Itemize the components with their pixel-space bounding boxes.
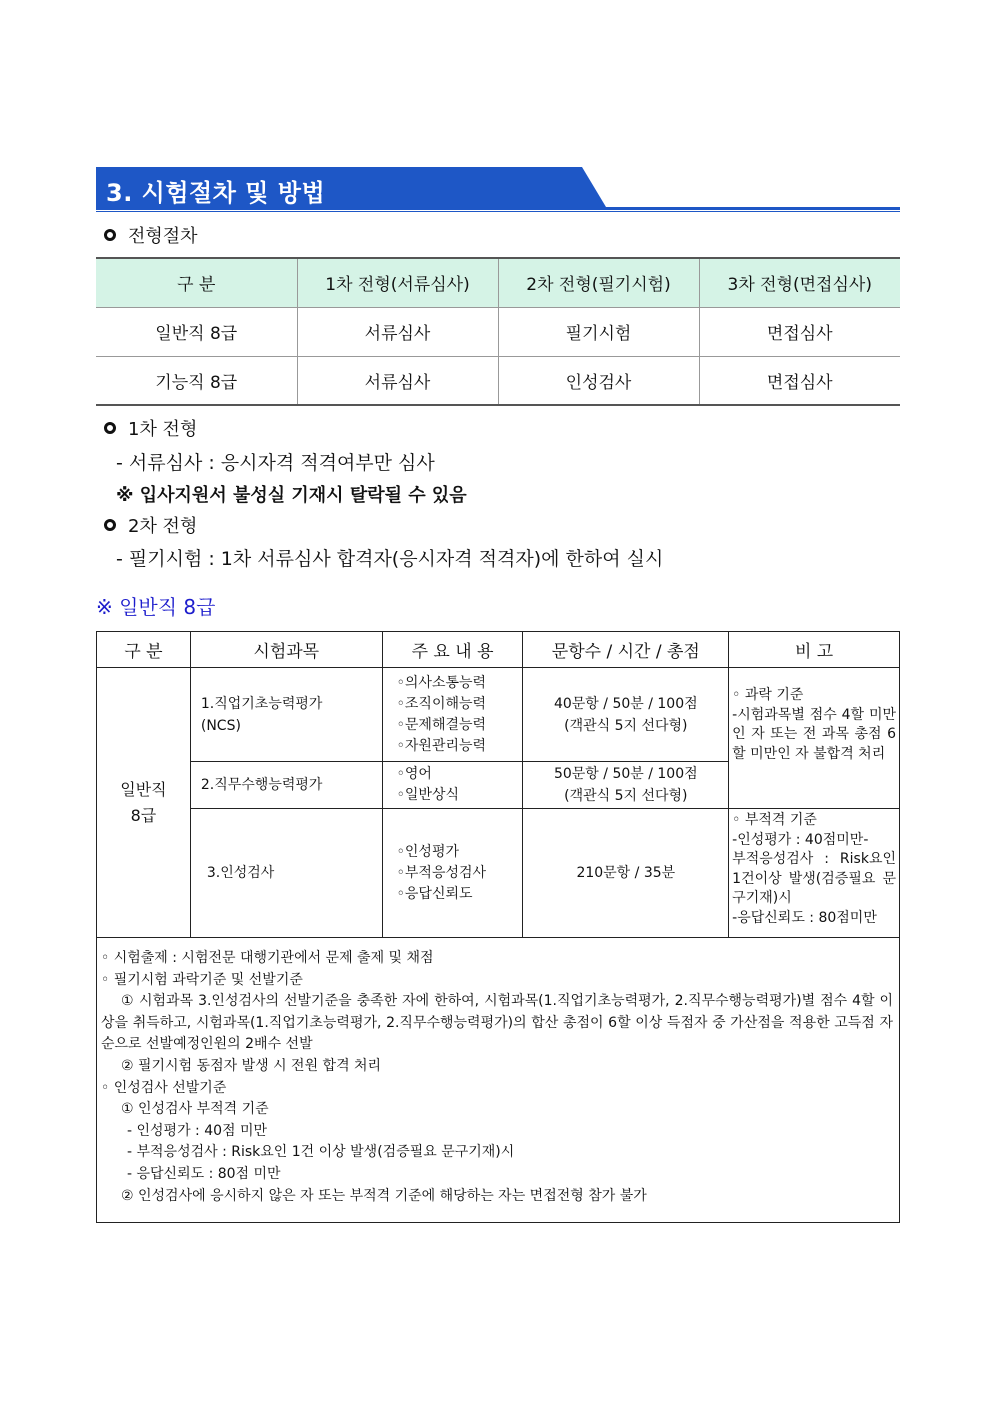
count-cell <box>523 762 729 809</box>
content-item: ◦영어 <box>396 766 432 782</box>
table-cell: 면접심사 <box>699 356 900 405</box>
group-label: 일반직 <box>120 779 167 799</box>
header-cell: 시험과목 <box>190 632 382 668</box>
subject-name: 1.직업기초능력평가 <box>200 695 323 712</box>
count-text: 40문항 / 50분 / 100점 <box>553 695 698 712</box>
group-label: 8급 <box>130 805 157 825</box>
note-text: 부적응성검사 : Risk요인 1건이상 발생(검증필요 문구기재)시 <box>732 851 896 906</box>
table-row <box>97 809 900 938</box>
content-item: ◦일반상식 <box>396 787 459 803</box>
count-text: 210문항 / 35분 <box>576 865 676 881</box>
stage2-heading <box>104 512 197 538</box>
circle-bullet-icon <box>104 519 116 531</box>
count-text: 50문항 / 50분 / 100점 <box>553 766 698 782</box>
contents-cell <box>382 762 523 809</box>
stage1-heading <box>104 415 197 441</box>
content-item: ◦자원관리능력 <box>396 737 487 754</box>
note-text: -시험과목별 점수 4할 미만인 자 또는 전 과목 총점 6할 미만인 자 불합격 처리 <box>732 706 896 762</box>
table-cell: 서류심사 <box>297 356 498 405</box>
contents-cell <box>382 809 523 938</box>
content-item: ◦부적응성검사 <box>396 864 487 881</box>
note-line: - 응답신뢰도 : 80점 미만 <box>127 1165 281 1182</box>
subject-cell <box>190 809 382 938</box>
stage1-warning: ※ 입사지원서 불성실 기재시 탈락될 수 있음 <box>116 485 467 506</box>
stage1-description: - 서류심사 : 응시자격 적격여부만 심사 <box>116 452 435 474</box>
note-line: ◦ 필기시험 과락기준 및 선발기준 <box>101 971 303 988</box>
content-item: ◦인성평가 <box>396 843 459 860</box>
procedure-heading-text: 전형절차 <box>128 226 198 247</box>
subject-name: 3.인성검사 <box>206 865 275 881</box>
procedure-table <box>96 257 900 406</box>
notes-box <box>97 938 900 1223</box>
table-cell: 일반직 8급 <box>96 307 297 356</box>
table-header-row <box>96 258 900 307</box>
note-line: - 인성평가 : 40점 미만 <box>127 1122 268 1139</box>
count-text: (객관식 5지 선다형) <box>564 717 688 734</box>
count-cell <box>523 668 729 762</box>
content-item: ◦응답신뢰도 <box>396 885 473 902</box>
subject-name: (NCS) <box>200 717 241 734</box>
group-cell <box>97 668 191 938</box>
content-item: ◦조직이해능력 <box>396 695 487 712</box>
content-item: ◦문제해결능력 <box>396 716 487 733</box>
note-line: - 부적응성검사 : Risk요인 1건 이상 발생(검증필요 문구기재)시 <box>127 1144 515 1161</box>
note-line: ② 필기시험 동점자 발생 시 전원 합격 처리 <box>121 1057 382 1074</box>
header-cell: 구 분 <box>97 632 191 668</box>
content-item: ◦의사소통능력 <box>396 674 487 691</box>
note-line: ① 시험과목 3.인성검사의 선발기준을 충족한 자에 한하여, 시험과목(1.직업기초능력평가, 2.직무수행능력평가)별 점수 4할 이상을 취득하고, 시험과목(1.직업기초능력평가, 2.직무수행능력평가)의 합산 총점이 6할 이상 득점자 중 가산점을 적용한 고득점 자 순으로 선발예정인원의 2배수 선발 <box>101 993 893 1053</box>
subject-cell <box>190 762 382 809</box>
contents-cell <box>382 668 523 762</box>
header-cell: 3차 전형(면접심사) <box>699 258 900 307</box>
table-cell: 필기시험 <box>498 307 699 356</box>
subject-name: 2.직무수행능력평가 <box>200 777 323 793</box>
table-row <box>97 668 900 762</box>
table-cell: 인성검사 <box>498 356 699 405</box>
note-line: ② 인성검사에 응시하지 않은 자 또는 부적격 기준에 해당하는 자는 면접전형 참가 불가 <box>121 1187 647 1204</box>
circle-bullet-icon <box>104 229 116 241</box>
section-title: 3. 시험절차 및 방법 <box>106 179 326 207</box>
general-heading: ※ 일반직 8급 <box>96 595 216 619</box>
header-cell: 구 분 <box>96 258 297 307</box>
note-line: ◦ 시험출제 : 시험전문 대행기관에서 문제 출제 및 채점 <box>101 950 434 966</box>
table-row <box>96 307 900 356</box>
table-cell: 기능직 8급 <box>96 356 297 405</box>
header-cell: 비 고 <box>729 632 900 668</box>
note-text: -인성평가 : 40점미만- <box>732 831 869 848</box>
note-text: ◦ 부적격 기준 <box>732 812 817 828</box>
stage1-heading-text: 1차 전형 <box>128 419 198 440</box>
table-cell: 면접심사 <box>699 307 900 356</box>
table-cell: 서류심사 <box>297 307 498 356</box>
circle-bullet-icon <box>104 422 116 434</box>
procedure-heading <box>104 222 198 248</box>
header-cell: 2차 전형(필기시험) <box>498 258 699 307</box>
note-cell <box>729 668 900 809</box>
note-text: ◦ 과락 기준 <box>732 687 804 703</box>
note-line: ① 인성검사 부적격 기준 <box>121 1101 269 1118</box>
note-line: ◦ 인성검사 선발기준 <box>101 1079 227 1096</box>
note-cell <box>729 809 900 938</box>
count-cell <box>523 809 729 938</box>
table-header-row <box>97 632 900 668</box>
stage2-heading-text: 2차 전형 <box>128 516 198 537</box>
note-text: -응답신뢰도 : 80점미만 <box>732 909 877 926</box>
header-cell: 1차 전형(서류심사) <box>297 258 498 307</box>
header-cell: 문항수 / 시간 / 총점 <box>523 632 729 668</box>
count-text: (객관식 5지 선다형) <box>564 788 688 804</box>
subject-cell <box>190 668 382 762</box>
section-banner <box>96 167 900 213</box>
table-row <box>96 356 900 405</box>
stage2-description: - 필기시험 : 1차 서류심사 합격자(응시자격 적격자)에 한하여 실시 <box>116 548 664 570</box>
header-cell: 주 요 내 용 <box>382 632 523 668</box>
general-exam-table <box>96 631 900 1223</box>
notes-row <box>97 938 900 1223</box>
